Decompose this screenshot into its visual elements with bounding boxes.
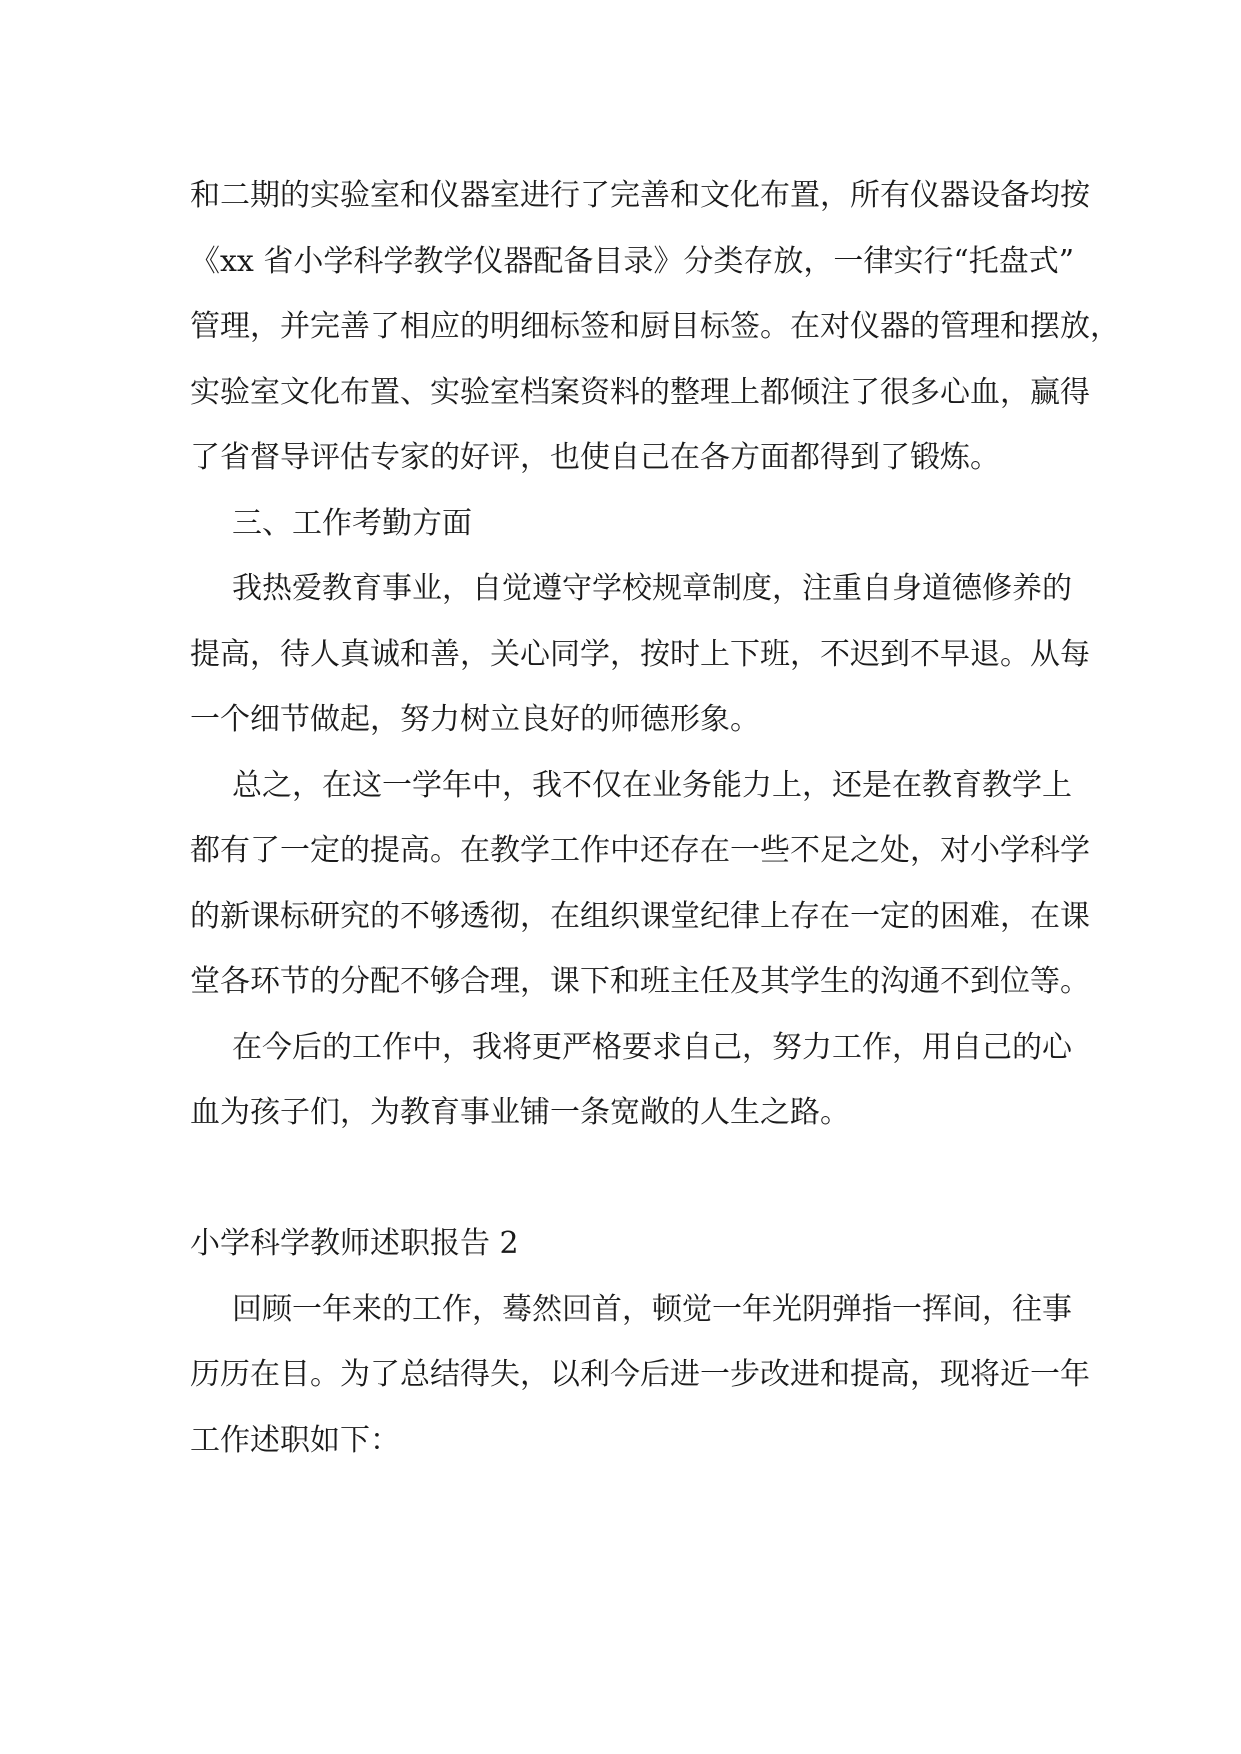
heading-text: 小学科学教师述职报告 2	[190, 1226, 519, 1261]
paragraph-line: 《xx 省小学科学教学仪器配备目录》分类存放，一律实行“托盘式”	[190, 243, 1075, 279]
paragraph	[190, 556, 1090, 753]
paragraph-line: 和二期的实验室和仪器室进行了完善和文化布置，所有仪器设备均按	[190, 178, 1090, 213]
section-heading	[190, 1211, 1056, 1277]
paragraph-line: 回顾一年来的工作，蓦然回首，顿觉一年光阴弹指一挥间，往事	[232, 1291, 1072, 1327]
paragraph	[190, 753, 1090, 1015]
paragraph-line: 管理，并完善了相应的明细标签和厨目标签。在对仪器的管理和摆放，	[190, 309, 1120, 344]
paragraph-line: 历历在目。为了总结得失，以利今后进一步改进和提高，现将近一年	[190, 1357, 1090, 1392]
paragraph-line: 总之，在这一学年中，我不仅在业务能力上，还是在教育教学上	[232, 767, 1072, 803]
document-body	[190, 163, 1120, 1473]
paragraph	[190, 1277, 1090, 1474]
paragraph	[190, 1015, 1072, 1146]
paragraph-line: 提高，待人真诚和善，关心同学，按时上下班，不迟到不早退。从每	[190, 636, 1090, 672]
paragraph-line: 实验室文化布置、实验室档案资料的整理上都倾注了很多心血，赢得	[190, 374, 1090, 410]
paragraph-line: 血为孩子们，为教育事业铺一条宽敞的人生之路。	[190, 1095, 850, 1130]
section-heading	[190, 491, 1056, 557]
paragraph-line: 一个细节做起，努力树立良好的师德形象。	[190, 702, 760, 737]
paragraph-line: 我热爱教育事业，自觉遵守学校规章制度，注重自身道德修养的	[232, 571, 1072, 606]
paragraph	[190, 163, 1120, 491]
paragraph-line: 堂各环节的分配不够合理，课下和班主任及其学生的沟通不到位等。	[190, 964, 1090, 999]
paragraph-line: 都有了一定的提高。在教学工作中还存在一些不足之处，对小学科学	[190, 833, 1090, 868]
paragraph-line: 在今后的工作中，我将更严格要求自己，努力工作，用自己的心	[232, 1029, 1072, 1065]
paragraph-line: 的新课标研究的不够透彻，在组织课堂纪律上存在一定的困难，在课	[190, 898, 1090, 934]
heading-text: 三、工作考勤方面	[232, 505, 472, 541]
paragraph-line: 工作述职如下：	[190, 1422, 400, 1458]
paragraph-line: 了省督导评估专家的好评，也使自己在各方面都得到了锻炼。	[190, 440, 1000, 475]
section-gap	[190, 1146, 1056, 1212]
